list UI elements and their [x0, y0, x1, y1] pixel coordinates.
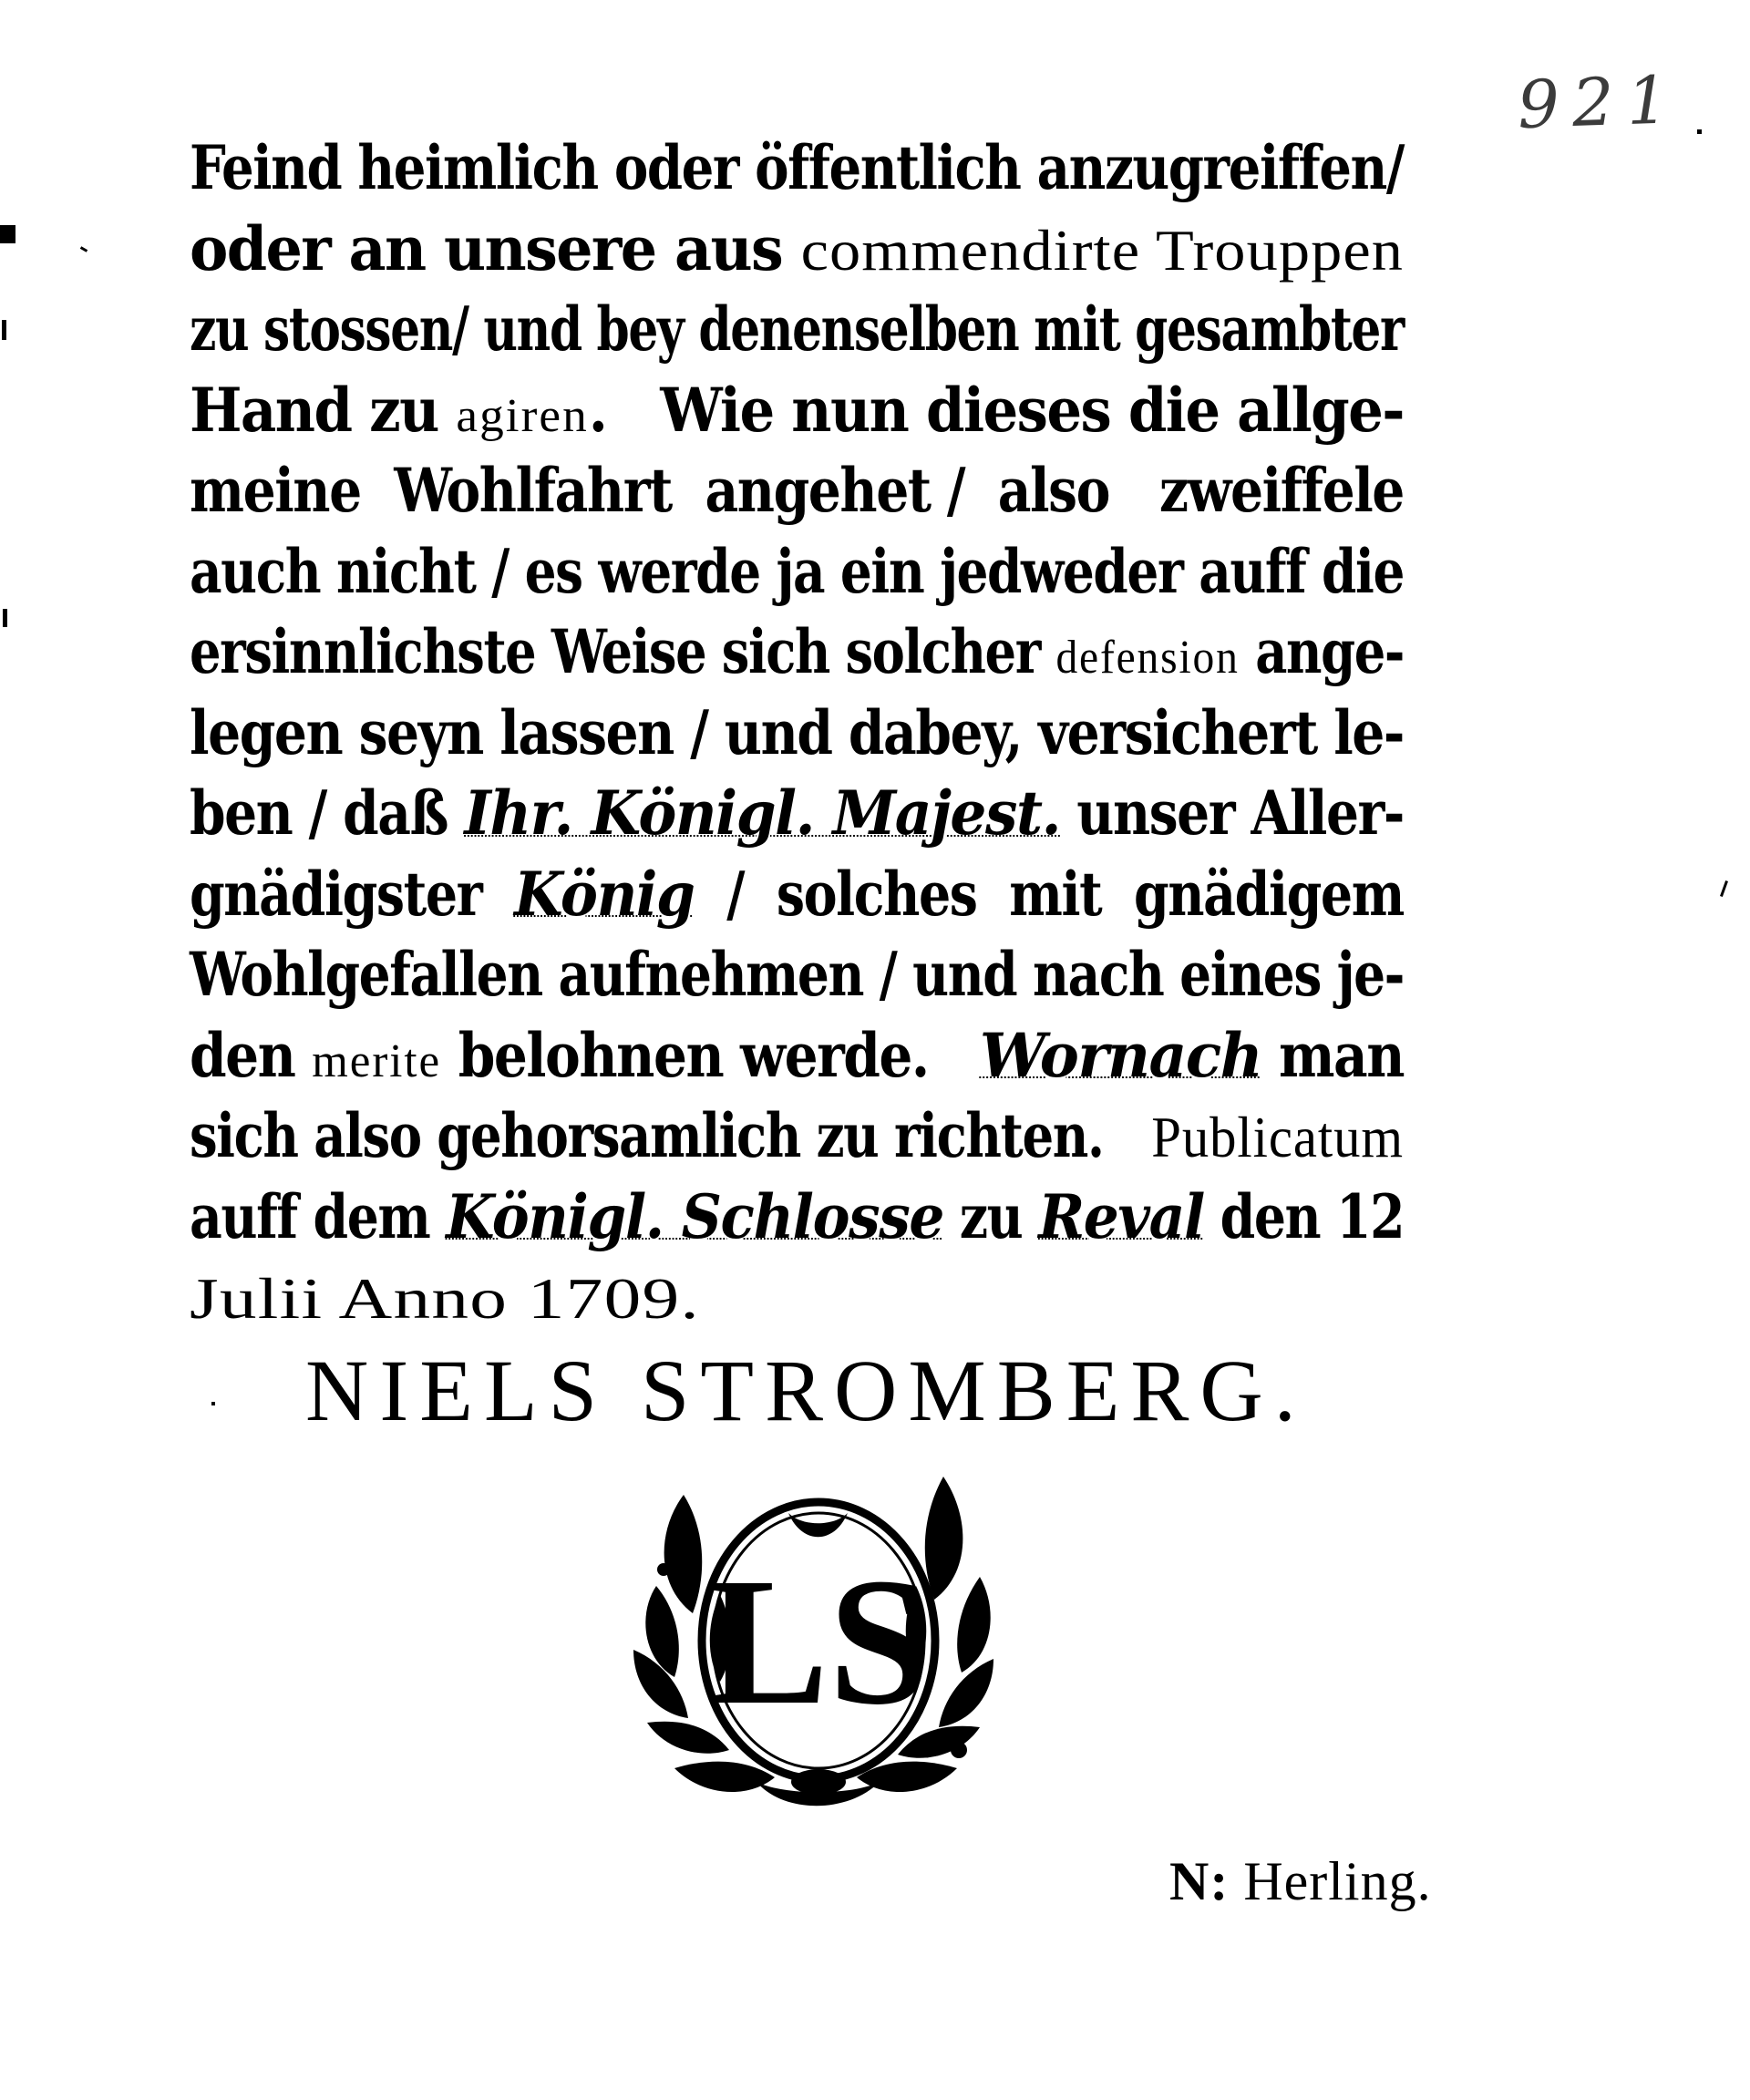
scan-speck	[2, 320, 6, 340]
fraktur-text: gnädigster	[190, 858, 515, 930]
ornate-initial-word: Königl. Schlosse	[446, 1180, 943, 1252]
fraktur-text: den	[190, 1019, 313, 1091]
fraktur-text: Hand zu	[190, 374, 457, 446]
printer-name: Herling.	[1243, 1851, 1432, 1911]
seal-ls-wreath	[620, 1467, 1012, 1832]
antiqua-word: Publicatum	[1151, 1105, 1404, 1169]
fraktur-text: auch nicht / es werde ja ein jedweder auff die	[190, 535, 1405, 607]
body-line	[190, 693, 1411, 774]
antiqua-word: Julii Anno 1709.	[190, 1266, 700, 1331]
body-line	[190, 370, 1411, 451]
fraktur-text: sich also gehorsamlich zu richten.	[190, 1100, 1152, 1171]
fraktur-text: ange-	[1239, 616, 1405, 687]
archive-folio-number: 921	[1516, 60, 1683, 144]
body-line	[190, 1015, 1411, 1096]
fraktur-text: Wohlgefallen aufnehmen / und nach eines je-	[190, 939, 1405, 1010]
body-line	[190, 773, 1411, 854]
fraktur-text: legen seyn lassen / und dabey, versichert le-	[190, 696, 1405, 768]
scan-speck	[80, 246, 88, 252]
antiqua-word: commendirte Trouppen	[800, 217, 1405, 283]
body-line	[190, 934, 1411, 1015]
ink-speck	[211, 1402, 215, 1405]
fraktur-text: den 12	[1203, 1180, 1405, 1252]
body-line	[190, 450, 1411, 531]
scan-speck	[1720, 880, 1728, 897]
scan-speck	[3, 609, 7, 627]
body-line	[190, 209, 1411, 290]
body-line	[190, 531, 1411, 612]
laurel-wreath-seal-icon	[620, 1467, 1012, 1832]
scan-speck	[0, 225, 15, 243]
ornate-initial-word: Reval	[1038, 1180, 1204, 1252]
seal-monogram: LS	[706, 1541, 931, 1743]
antiqua-word: merite	[312, 1035, 442, 1087]
fraktur-text: meine Wohlfahrt angehet / also zweiffele	[190, 455, 1404, 526]
printer-initial: N:	[1169, 1851, 1230, 1911]
fraktur-text: ersinnlichste Weise sich solcher	[190, 616, 1056, 687]
fraktur-text: oder an unsere aus	[190, 212, 801, 284]
fraktur-text: . Wie nun dieses die allge-	[588, 374, 1405, 446]
body-line	[190, 289, 1411, 370]
body-line	[190, 612, 1411, 693]
fraktur-text: man	[1261, 1019, 1405, 1091]
fraktur-text: ben / daß	[190, 777, 465, 849]
fraktur-text: Feind heimlich oder öffentlich anzugreiffen/	[190, 132, 1404, 203]
ornate-initial-word: König	[514, 858, 695, 930]
fraktur-text: zu	[942, 1180, 1039, 1252]
body-line	[190, 1177, 1411, 1258]
folio-dot	[1697, 129, 1702, 134]
ornate-initial-word: Ihr. Königl. Majest.	[464, 777, 1061, 849]
proclamation-body-text	[190, 128, 1411, 1338]
signatory-name: NIELS STROMBERG.	[305, 1342, 1307, 1439]
body-line	[190, 854, 1411, 935]
fraktur-text: auff dem	[190, 1180, 447, 1252]
body-line	[190, 1096, 1411, 1177]
fraktur-text: belohnen werde.	[441, 1019, 980, 1091]
body-line	[190, 128, 1411, 209]
antiqua-word: defension	[1055, 632, 1240, 684]
fraktur-text: / solches mit gnädigem	[694, 858, 1404, 930]
fraktur-text: unser Aller-	[1060, 777, 1404, 849]
fraktur-text: zu stossen/ und bey denenselben mit gesambter	[190, 293, 1404, 365]
ornate-initial-word: Wornach	[979, 1019, 1262, 1091]
printer-imprint	[1169, 1850, 1432, 1913]
antiqua-word: agiren	[456, 389, 589, 442]
body-line	[190, 1257, 1411, 1338]
